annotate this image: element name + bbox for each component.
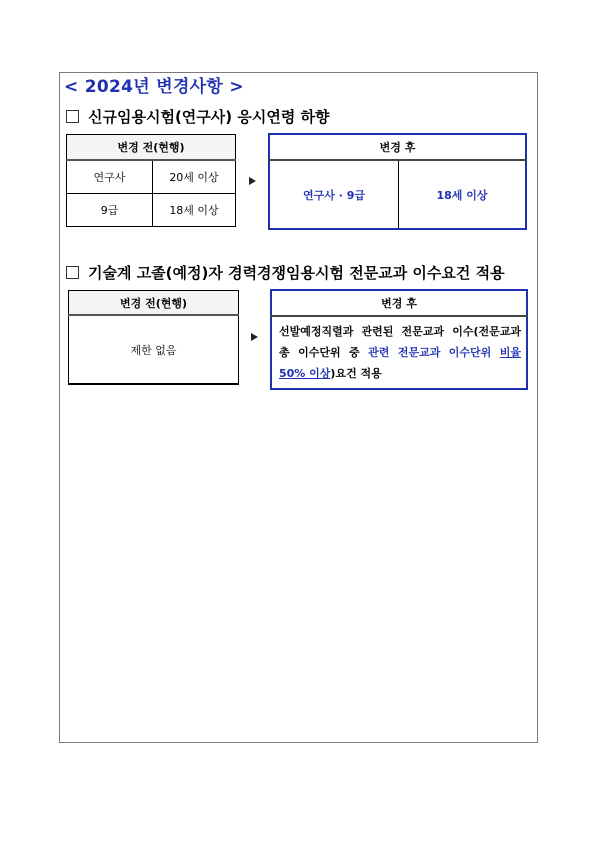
- before-value: 제한 없음: [69, 315, 239, 384]
- section1-heading-text: 신규임용시험(연구사) 응시연령 하향: [88, 108, 330, 126]
- section2-after-header: 변경 후: [271, 290, 527, 316]
- section1-after-table: [268, 133, 527, 230]
- checkbox-icon: [66, 266, 79, 279]
- section1-after-header: 변경 후: [269, 134, 526, 160]
- table-row: [69, 315, 239, 384]
- checkbox-icon: [66, 110, 79, 123]
- table-row: [269, 160, 526, 229]
- section1-before-table: [66, 134, 236, 227]
- row-label: 9급: [67, 194, 153, 227]
- right-arrow-icon: [249, 177, 256, 185]
- after-text-part1: 선발예정직렬과 관련된 전문교과 이수(전문교과 총 이수단위 중: [279, 325, 521, 359]
- table-row: [67, 194, 236, 227]
- after-value: 18세 이상: [436, 188, 488, 202]
- section1-heading: [66, 106, 330, 127]
- after-text-part2: )요건 적용: [330, 367, 382, 380]
- page-title: < 2024년 변경사항 >: [64, 77, 244, 97]
- after-label: 연구사 · 9급: [269, 160, 399, 229]
- table-row: [67, 160, 236, 194]
- right-arrow-icon: [251, 333, 258, 341]
- after-text-highlight: 관련 전문교과 이수단위: [368, 346, 500, 359]
- section2-after-table: [270, 289, 528, 390]
- row-value: 18세 이상: [153, 194, 236, 227]
- section2-before-table: [68, 290, 239, 385]
- section2-heading: [66, 262, 505, 283]
- section2-before-header: 변경 전(현행): [69, 291, 239, 316]
- table-row: [271, 316, 527, 389]
- section1-before-header: 변경 전(현행): [67, 135, 236, 161]
- section2-heading-text: 기술계 고졸(예정)자 경력경쟁임용시험 전문교과 이수요건 적용: [88, 264, 505, 282]
- row-label: 연구사: [67, 160, 153, 194]
- after-text-underline: 비율 50% 이상: [279, 346, 522, 380]
- row-value: 20세 이상: [153, 160, 236, 194]
- after-text: [271, 316, 527, 389]
